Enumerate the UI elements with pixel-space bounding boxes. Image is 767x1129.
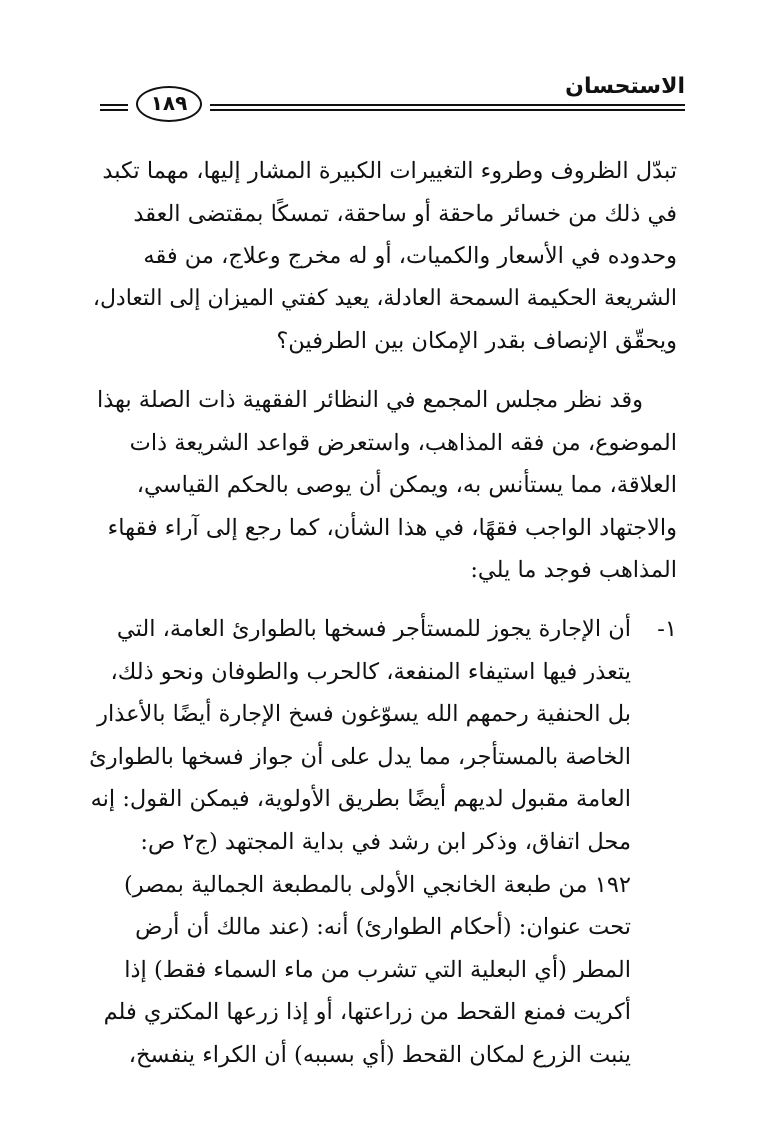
- text-line: ينبت الزرع لمكان القحط (أي بسببه) أن الكراء ينفسخ،: [128, 1041, 631, 1068]
- header-double-rule-left: [100, 104, 128, 106]
- list-item-number: ١-: [657, 615, 677, 642]
- header-double-rule: [210, 104, 685, 106]
- paragraph-2: [87, 379, 677, 592]
- paragraph-spacer: [87, 363, 677, 379]
- text-line: العامة مقبول لديهم أيضًا بطريق الأولوية، فيمكن القول: إنه: [90, 786, 631, 813]
- running-title: الاستحسان: [565, 74, 685, 99]
- text-line: تحت عنوان: (أحكام الطوارئ) أنه: (عند مالك أن أرض: [135, 914, 631, 941]
- page-number: ١٨٩: [136, 86, 202, 122]
- text-line: أن الإجارة يجوز للمستأجر فسخها بالطوارئ العامة، التي: [116, 615, 631, 642]
- text-line: الخاصة بالمستأجر، مما يدل على أن جواز فسخها بالطوارئ: [89, 743, 631, 770]
- text-line: أكريت فمنع القحط من زراعتها، أو إذا زرعها المكتري فلم: [103, 999, 631, 1026]
- text-line: تبدّل الظروف وطروء التغييرات الكبيرة المشار إليها، مهما تكبد: [102, 158, 677, 184]
- paragraph-1: [87, 150, 677, 363]
- text-line: والاجتهاد الواجب فقهًا، في هذا الشأن، كما رجع إلى آراء فقهاء: [107, 514, 677, 541]
- text-line: ١٩٢ من طبعة الخانجي الأولى بالمطبعة الجمالية بمصر): [123, 871, 631, 898]
- text-line: الموضوع، من فقه المذاهب، واستعرض قواعد الشريعة ذات: [129, 429, 677, 456]
- page-header: [100, 72, 685, 122]
- text-line: وحدوده في الأسعار والكميات، أو له مخرج وعلاج، من فقه: [143, 243, 677, 270]
- text-line: وقد نظر مجلس المجمع في النظائر الفقهية ذات الصلة بهذا: [96, 386, 643, 413]
- text-line: يتعذر فيها استيفاء المنفعة، كالحرب والطوفان ونحو ذلك،: [110, 658, 631, 685]
- text-line: في ذلك من خسائر ماحقة أو ساحقة، تمسكًا بمقتضى العقد: [133, 200, 677, 227]
- numbered-list: [87, 608, 677, 1077]
- paragraph-spacer: [87, 592, 677, 608]
- text-line: المذاهب فوجد ما يلي:: [470, 557, 677, 584]
- main-text: [87, 150, 677, 1076]
- text-line: المطر (أي البعلية التي تشرب من ماء السماء فقط) إذا: [124, 956, 631, 983]
- text-line: محل اتفاق، وذكر ابن رشد في بداية المجتهد (ج٢ ص:: [140, 828, 631, 855]
- text-line: العلاقة، مما يستأنس به، ويمكن أن يوصى بالحكم القياسي،: [136, 472, 677, 499]
- text-line: ويحقّق الإنصاف بقدر الإمكان بين الطرفين؟: [276, 328, 677, 355]
- text-line: الشريعة الحكيمة السمحة العادلة، يعيد كفتي الميزان إلى التعادل،: [92, 285, 677, 311]
- text-line: بل الحنفية رحمهم الله يسوّغون فسخ الإجارة أيضًا بالأعذار: [97, 701, 631, 728]
- list-item: [87, 608, 677, 1077]
